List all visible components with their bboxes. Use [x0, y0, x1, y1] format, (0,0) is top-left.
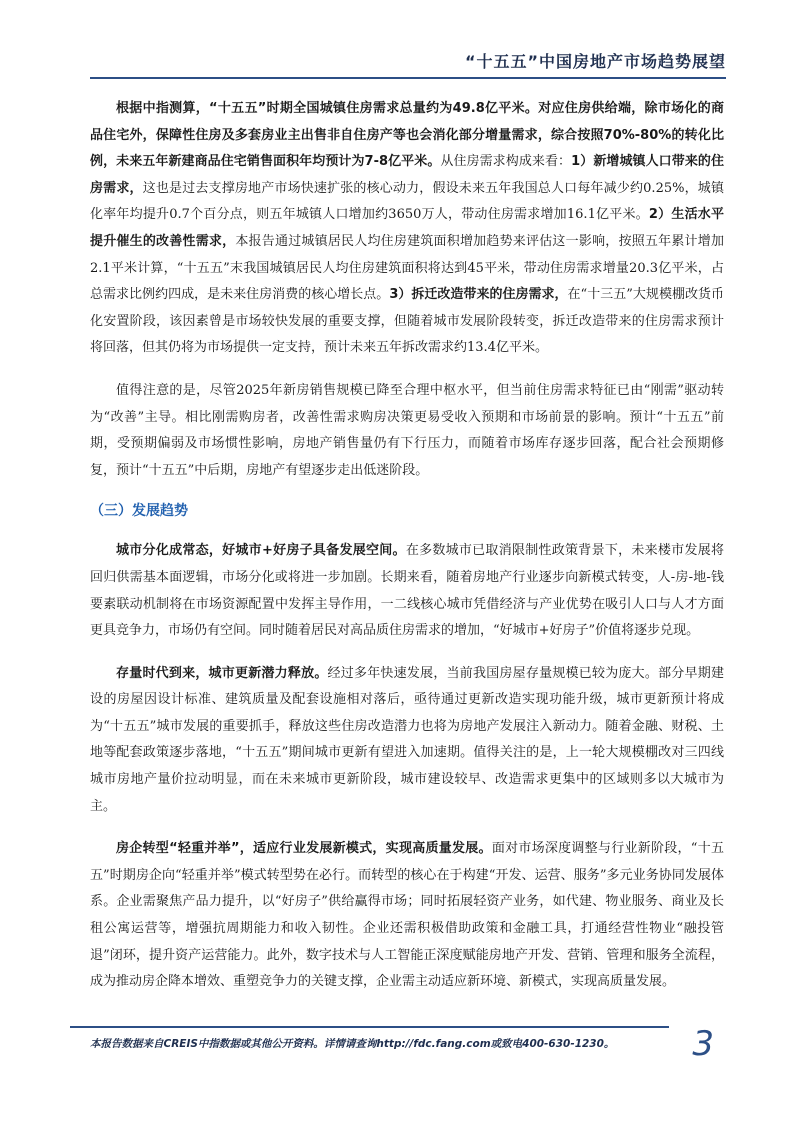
paragraph-demand-shift: 值得注意的是，尽管2025年新房销售规模已降至合理中枢水平，但当前住房需求特征已由“刚需”驱动转为“改善”主导。相比刚需购房者，改善性需求购房决策更易受收入预期和市场前景的影响。预计“十五五”前期，受预期偏弱及市场惯性影响，房地产销售量仍有下行压力，而随着市场库存逐步回落，配合社会预期修复，预计“十五五”中后期，房地产有望逐步走出低迷阶段。 — [90, 382, 724, 478]
p1-text-4: 这也是过去支撑房地产市场快速扩张的核心动力，假设未来五年我国总人口每年减少约0.25%，城镇化率年均提升0.7个百分点，则五年城镇人口增加约3650万人，带动住房需求增加16.1亿平米。 — [90, 180, 724, 223]
p1-bold-3: 1）新增城镇人口带来的住房需求， — [90, 154, 724, 196]
header-rule — [90, 77, 726, 79]
p5-body: 面对市场深度调整与行业新阶段，“十五五”时期房企向“轻重并举”模式转型势在必行。而转型的核心在于构建“开发、运营、服务”多元业务协同发展体系。企业需聚焦产品力提升，以“好房子”供给赢得市场；同时拓展轻资产业务，如代建、物业服务、商业及长租公寓运营等，增强抗周期能力和收入韧性。企业还需积极借助政策和金融工具，打通经营性物业“融投管退”闭环，提升资产运营能力。此外，数字技术与人工智能正深度赋能房地产开发、营销、管理和服务全流程，成为推动房企降本增效、重塑竞争力的关键支撑，企业需主动适应新环境、新模式，实现高质量发展。 — [90, 841, 724, 990]
paragraph-demand-estimate — [90, 96, 724, 362]
paragraph-developer-transformation — [90, 836, 724, 996]
section-heading-trends: （三）发展趋势 — [90, 503, 188, 520]
p4-body: 经过多年快速发展，当前我国房屋存量规模已较为庞大。部分早期建设的房屋因设计标准、建筑质量及配套设施相对落后，亟待通过更新改造实现功能升级，城市更新预计将成为“十五五”城市发展的重要抓手，释放这些住房改造潜力也将为房地产发展注入新动力。随着金融、财税、土地等配套政策逐步落地，“十五五”期间城市更新有望进入加速期。值得关注的是，上一轮大规模棚改对三四线城市房地产量价拉动明显，而在未来城市更新阶段，城市建设较早、改造需求更集中的区域则多以大城市为主。 — [90, 665, 724, 814]
footer-source-note: 本报告数据来自CREIS中指数据或其他公开资料。详情请查询http://fdc.fang.com或致电400-630-1230。 — [90, 1038, 615, 1050]
paragraph-urban-renewal — [90, 661, 724, 821]
paragraph-city-divergence — [90, 538, 724, 644]
p1-text-8: 在“十三五”大规模棚改货币化安置阶段，该因素曾是市场较快发展的重要支撑，但随着城市发展阶段转变，拆迁改造带来的住房需求预计将回落，但其仍将为市场提供一定支持，预计未来五年拆改需求约13.4亿平米。 — [90, 287, 724, 356]
p4-lead: 存量时代到来，城市更新潜力释放。 — [116, 665, 328, 681]
page-header-title: “十五五”中国房地产市场趋势展望 — [464, 52, 726, 71]
p3-lead: 城市分化成常态，好城市+好房子具备发展空间。 — [116, 543, 406, 559]
p1-bold-5: 2）生活水平提升催生的改善性需求， — [90, 207, 724, 249]
main-content — [90, 96, 724, 1012]
p1-text-6: 本报告通过城镇居民人均住房建筑面积增加趋势来评估这一影响，按照五年累计增加2.1平米计算，“十五五”末我国城镇居民人均住房建筑面积将达到45平米，带动住房需求增量20.3亿平米，占总需求比例约四成，是未来住房消费的核心增长点。 — [90, 233, 724, 303]
footer-rule — [70, 1026, 669, 1028]
p1-text-2: 从住房需求构成来看： — [440, 154, 572, 170]
p3-body: 在多数城市已取消限制性政策背景下，未来楼市发展将回归供需基本面逻辑，市场分化或将进一步加剧。长期来看，随着房地产行业逐步向新模式转变，人-房-地-钱要素联动机制将在市场资源配置中发挥主导作用，一二线核心城市凭借经济与产业优势在吸引人口与人才方面更具竞争力，市场仍有空间。同时随着居民对高品质住房需求的增加，“好城市+好房子”价值将逐步兑现。 — [90, 543, 724, 639]
page-number: 3 — [692, 1024, 714, 1064]
p1-bold-1: 根据中指测算，“十五五”时期全国城镇住房需求总量约为49.8亿平米。对应住房供给端，除市场化的商品住宅外，保障性住房及多套房业主出售非自住房产等也会消化部分增量需求，综合按照70%-80%的转化比例，未来五年新建商品住宅销售面积年均预计为7-8亿平米。 — [90, 101, 724, 170]
p1-bold-7: 3）拆迁改造带来的住房需求， — [389, 287, 568, 303]
p5-lead: 房企转型“轻重并举”，适应行业发展新模式，实现高质量发展。 — [116, 841, 492, 857]
